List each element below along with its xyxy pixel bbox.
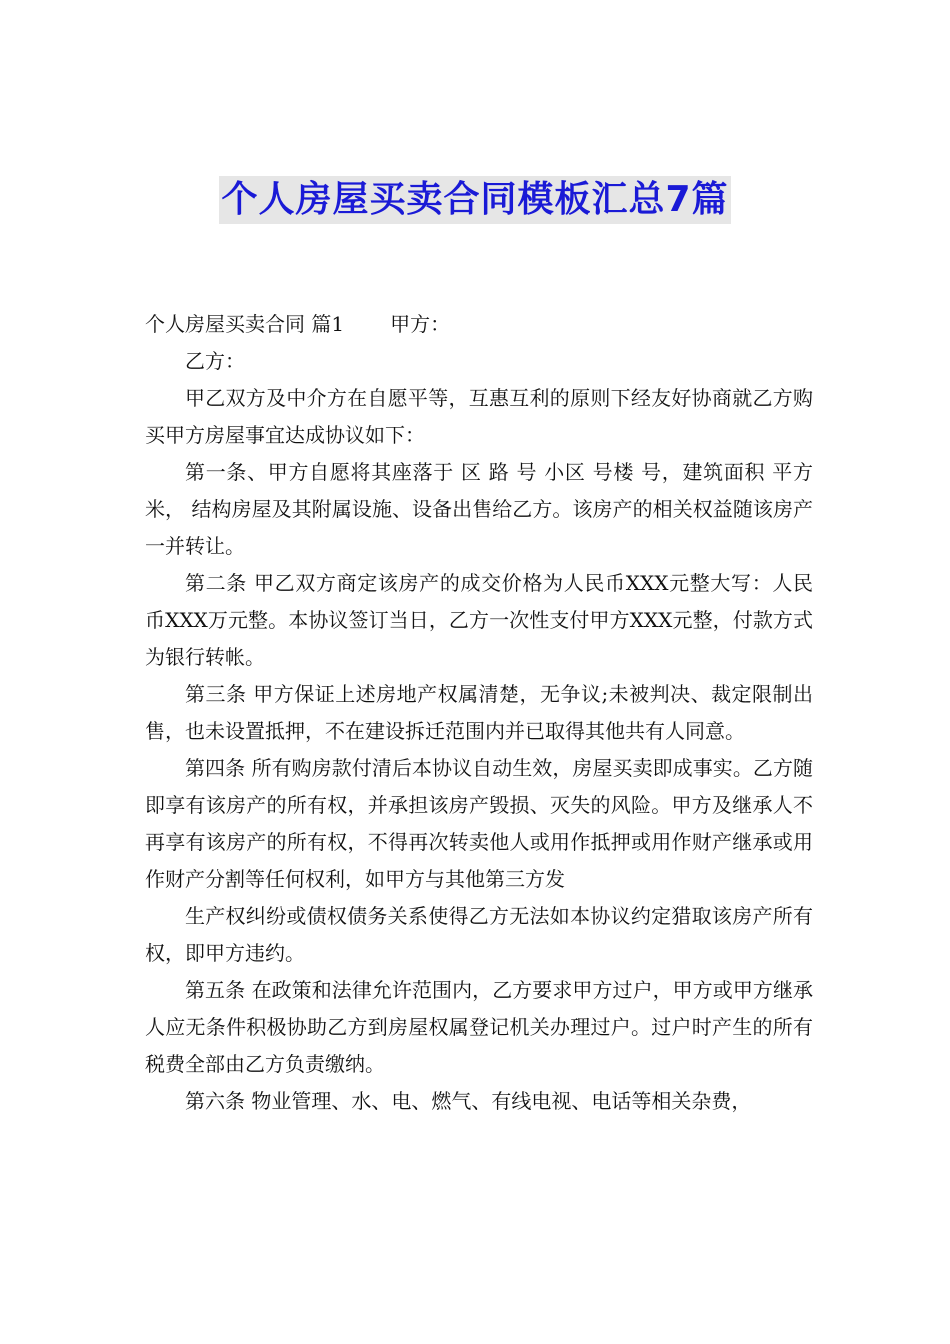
title-container	[0, 176, 950, 224]
paragraph-article-4: 第四条 所有购房款付清后本协议自动生效，房屋买卖即成事实。乙方随即享有该房产的所有权，并承担该房产毁损、灭失的风险。甲方及继承人不再享有该房产的所有权，不得再次转卖他人或用作抵押或用作财产继承或用作财产分割等任何权利，如甲方与其他第三方发	[145, 756, 813, 891]
paragraph-article-1: 第一条、甲方自愿将其座落于 区 路 号 小区 号楼 号，建筑面积 平方米， 结构房屋及其附属设施、设备出售给乙方。该房产的相关权益随该房产一并转让。	[145, 460, 813, 558]
paragraph-article-6: 第六条 物业管理、水、电、燃气、有线电视、电话等相关杂费，	[185, 1089, 752, 1113]
paragraph-intro: 甲乙双方及中介方在自愿平等，互惠互利的原则下经友好协商就乙方购买甲方房屋事宜达成协议如下：	[145, 386, 813, 447]
document-title: 个人房屋买卖合同模板汇总7篇	[219, 176, 730, 224]
paragraph-article-4-cont: 生产权纠纷或债权债务关系使得乙方无法如本协议约定猎取该房产所有权，即甲方违约。	[145, 904, 813, 965]
document-body	[145, 306, 813, 1120]
section-heading-line	[145, 306, 813, 343]
section-heading: 个人房屋买卖合同 篇1	[145, 312, 345, 336]
paragraph-article-5: 第五条 在政策和法律允许范围内，乙方要求甲方过户，甲方或甲方继承人应无条件积极协助乙方到房屋权属登记机关办理过户。过户时产生的所有税费全部由乙方负责缴纳。	[145, 978, 813, 1076]
party-b-line: 乙方：	[185, 349, 245, 373]
paragraph-article-3: 第三条 甲方保证上述房地产权属清楚，无争议;未被判决、裁定限制出售，也未设置抵押，不在建设拆迁范围内并已取得其他共有人同意。	[145, 682, 813, 743]
paragraph-article-2: 第二条 甲乙双方商定该房产的成交价格为人民币XXX元整大写：人民币XXX万元整。本协议签订当日，乙方一次性支付甲方XXX元整，付款方式为银行转帐。	[145, 571, 813, 669]
party-a-label: 甲方：	[390, 312, 451, 336]
